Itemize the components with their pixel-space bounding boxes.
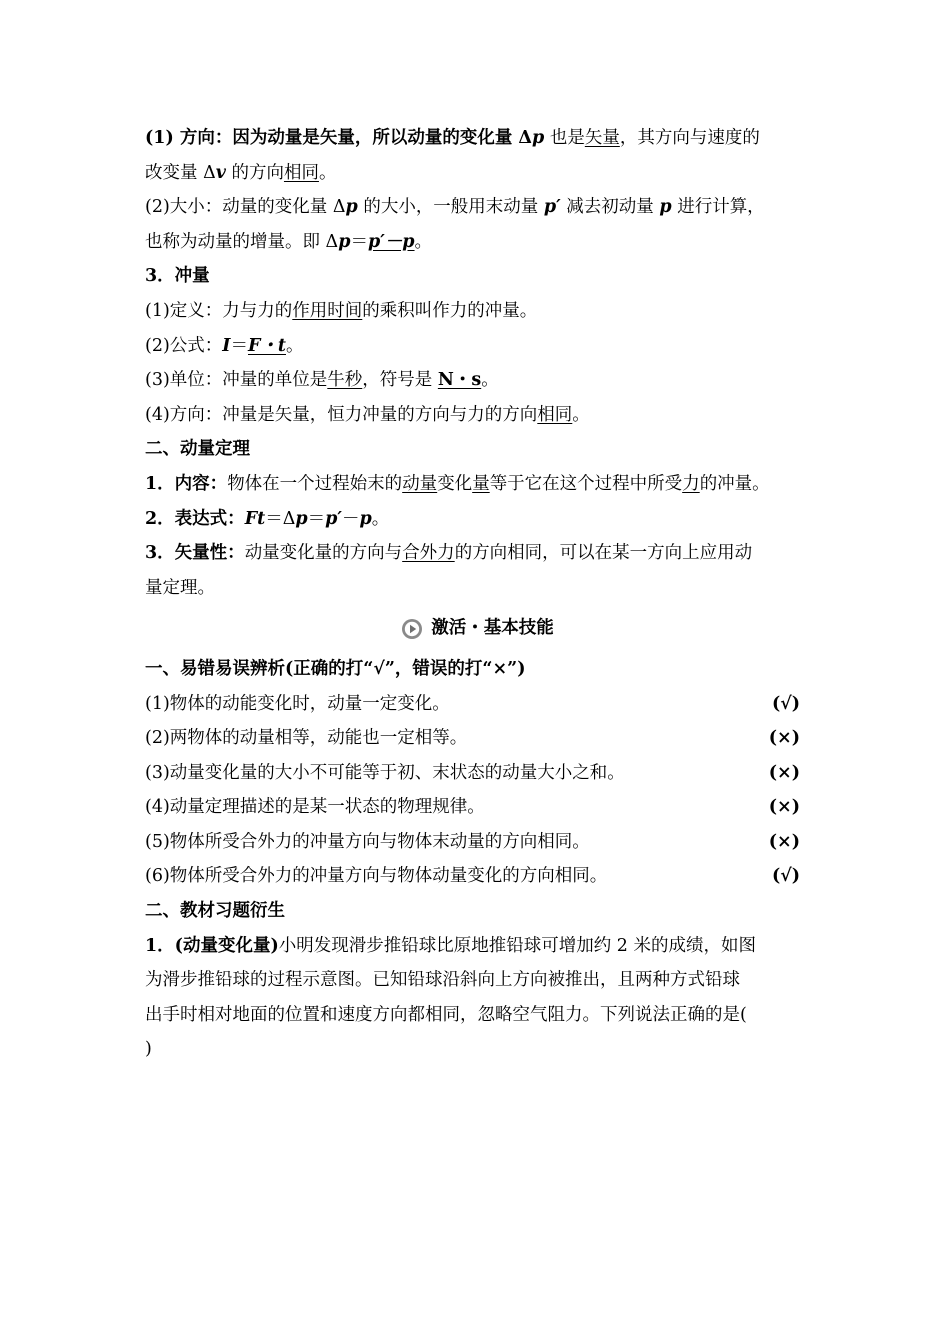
- text-line: 3．矢量性：动量变化量的方向与合外力的方向相同，可以在某一方向上应用动: [145, 543, 753, 564]
- answer-mark: (×): [768, 831, 800, 852]
- text-line: 2．表达式：Ft＝Δp＝p′－p。: [145, 508, 390, 529]
- activate-title: 激活・基本技能: [431, 618, 554, 639]
- blank-answer: 作用时间: [292, 300, 363, 321]
- blank-answer: 量: [472, 473, 490, 494]
- text-line: (1)定义：力与力的作用时间的乘积叫作力的冲量。: [145, 300, 538, 321]
- document-content: [145, 121, 810, 1067]
- blank-answer: 合外力: [402, 543, 455, 564]
- answer-mark: (√): [771, 693, 800, 714]
- text-line: (2)公式：I＝F・t。: [145, 335, 304, 356]
- text-line: 改变量 Δv 的方向相同。: [145, 162, 337, 183]
- question-line: 1．(动量变化量)小明发现滑步推铅球比原地推铅球可增加约 2 米的成绩，如图: [145, 935, 757, 956]
- section-heading: 一、易错易误辨析(正确的打“√”，错误的打“×”): [145, 658, 526, 679]
- text-line: (2)大小：动量的变化量 Δp 的大小，一般用末动量 p′ 减去初动量 p 进行计算，: [145, 197, 765, 218]
- blank-answer: 牛秒: [327, 370, 363, 391]
- judge-item: (6)物体所受合外力的冲量方向与物体动量变化的方向相同。 (√): [145, 859, 810, 894]
- blank-answer: F・t: [247, 335, 286, 356]
- text-line: (1) 方向：因为动量是矢量，所以动量的变化量 Δp 也是矢量，其方向与速度的: [145, 128, 760, 148]
- section-heading: 二、教材习题衍生: [145, 901, 285, 922]
- text-line: 量定理。: [145, 577, 215, 598]
- blank-answer: 相同: [537, 404, 573, 425]
- question-line: 为滑步推铅球的过程示意图。已知铅球沿斜向上方向被推出，且两种方式铅球: [145, 970, 740, 991]
- answer-mark: (×): [768, 762, 800, 783]
- blank-answer: N・s: [437, 370, 482, 391]
- text-line: (3)单位：冲量的单位是牛秒，符号是 N・s。: [145, 370, 499, 391]
- blank-answer: 力: [682, 473, 700, 494]
- blank-answer: 矢量: [584, 128, 620, 148]
- judge-item: (1)物体的动能变化时，动量一定变化。 (√): [145, 687, 810, 722]
- answer-mark: (×): [768, 797, 800, 818]
- judge-item: (2)两物体的动量相等，动能也一定相等。 (×): [145, 721, 810, 756]
- answer-mark: (×): [768, 728, 800, 749]
- judge-item: (3)动量变化量的大小不可能等于初、末状态的动量大小之和。 (×): [145, 756, 810, 791]
- blank-answer: 动量: [402, 473, 438, 494]
- blank-answer: p′－p: [367, 231, 415, 252]
- answer-mark: (√): [771, 866, 800, 887]
- question-line: 出手时相对地面的位置和速度方向都相同，忽略空气阻力。下列说法正确的是(: [145, 1004, 747, 1025]
- judge-item: (4)动量定理描述的是某一状态的物理规律。 (×): [145, 790, 810, 825]
- activate-banner: [145, 611, 810, 646]
- play-icon: [401, 618, 423, 640]
- question-line: ): [145, 1039, 152, 1060]
- text-line: 1．内容：物体在一个过程始末的动量变化量等于它在这个过程中所受力的冲量。: [145, 473, 770, 494]
- text-line: 也称为动量的增量。即 Δp＝p′－p。: [145, 231, 433, 252]
- text-line: (4)方向：冲量是矢量，恒力冲量的方向与力的方向相同。: [145, 404, 590, 425]
- section-heading: 3．冲量: [145, 266, 210, 287]
- section-heading: 二、动量定理: [145, 439, 250, 460]
- judge-item: (5)物体所受合外力的冲量方向与物体末动量的方向相同。 (×): [145, 825, 810, 860]
- blank-answer: 相同: [283, 162, 319, 183]
